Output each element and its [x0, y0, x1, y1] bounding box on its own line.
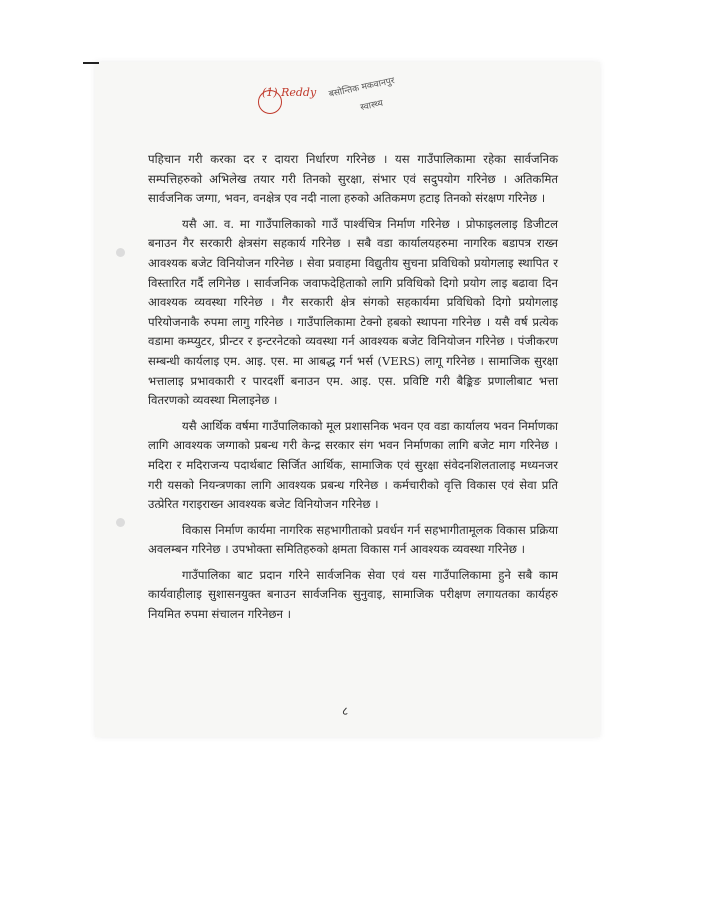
annotation-reference: (1) Reddy: [262, 86, 317, 99]
paragraph-participation: विकास निर्माण कार्यमा नागरिक सहभागीताको प्रवर्धन गर्न सहभागीतामूलक विकास प्रक्रिया अवलम्बन गरिनेछ । उपभोक्ता समितिहरुको क्षमता विकास गर्न आवश्यक व्यवस्था गरिनेछ ।: [148, 522, 558, 557]
stamp-line-2: स्वास्थ्य: [359, 98, 384, 114]
stamp-line-1: बसोन्तिक मकवानपुर: [328, 76, 396, 100]
paragraph-technology: यसै आ. व. मा गाउँपालिकाको गाउँ पार्श्वचित्र निर्माण गरिनेछ । प्रोफाइललाइ डिजीटल बनाउन गैर सरकारी क्षेत्रसंग सहकार्य गरिनेछ । सबै वडा कार्यालयहरुमा नागरिक बडापत्र राख्न आवश्यक बजेट विनियोजन गरिनेछ । सेवा प्रवाहमा विद्युतीय सुचना प्रविधिको प्रयोगलाइ स्थापित र विस्तारित गर्दै लगिनेछ । सार्वजनिक जवाफदेहिताको लागि प्रविधिको दिगो प्रयोग लाइ बढावा दिन आवश्यक व्यवस्था गरिनेछ । गैर सरकारी क्षेत्र संगको सहकार्यमा प्रविधिको दिगो प्रयोगलाइ परियोजनाकै रुपमा लागु गरिनेछ । गाउँपालिकामा टेक्नो हबको स्थापना गरिनेछ । यसै वर्ष प्रत्येक वडामा कम्प्युटर, प्रीन्टर र इन्टरनेटको व्यवस्था गर्न आवश्यक बजेट विनियोजन गरिनेछ । पंजीकरण सम्बन्धी कार्यलाइ एम. आइ. एस. मा आबद्ध गर्न भर्स (VERS) लागू गरिनेछ । सामाजिक सुरक्षा भत्तालाइ प्रभावकारी र पारदर्शी बनाउन एम. आइ. एस. प्रविष्टि गरी बैङ्किङ प्रणालीबाट भत्ता वितरणको व्यवस्था मिलाइनेछ ।: [148, 216, 558, 408]
margin-note: [262, 72, 422, 132]
corner-mark: [83, 62, 99, 64]
paragraph-governance: गाउँपालिका बाट प्रदान गरिने सार्वजनिक सेवा एवं यस गाउँपालिकामा हुने सबै काम कार्यवाहीलाइ सुशासनयुक्त बनाउन सार्वजनिक सुनुवाइ, सामाजिक परीक्षण लगायतका कार्यहरु नियमित रुपमा संचालन गरिनेछन ।: [148, 567, 558, 622]
paragraph-administration: यसै आर्थिक वर्षमा गाउँपालिकाको मूल प्रशासनिक भवन एव वडा कार्यालय भवन निर्माणका लागि आवश्यक जग्गाको प्रबन्ध गरी केन्द्र सरकार संग भवन निर्माणका लागि बजेट माग गरिनेछ । मदिरा र मदिराजन्य पदार्थबाट सिर्जित आर्थिक, सामाजिक एवं सुरक्षा संवेदनशिलतालाइ मध्यनजर गरी यसको नियन्त्रणका लागि आवश्यक प्रबन्ध गरिनेछ । कर्मचारीको वृत्ति विकास एवं सेवा प्रति उत्प्रेरित गराइराख्न आवश्यक बजेट विनियोजन गरिनेछ ।: [148, 418, 558, 512]
punch-hole-top: [116, 248, 125, 257]
punch-hole-bottom: [116, 518, 125, 527]
page-number: ८: [342, 704, 349, 718]
document-body: [148, 150, 558, 631]
paragraph-revenue: पहिचान गरी करका दर र दायरा निर्धारण गरिनेछ । यस गाउँपालिकामा रहेका सार्वजनिक सम्पत्तिहरुको अभिलेख तयार गरी तिनको सुरक्षा, संभार एवं सदुपयोग गरिनेछ । अतिकमित सार्वजनिक जग्गा, भवन, वनक्षेत्र एव नदी नाला हरुको अतिकमण हटाइ तिनको संरक्षण गरिनेछ ।: [148, 152, 558, 206]
